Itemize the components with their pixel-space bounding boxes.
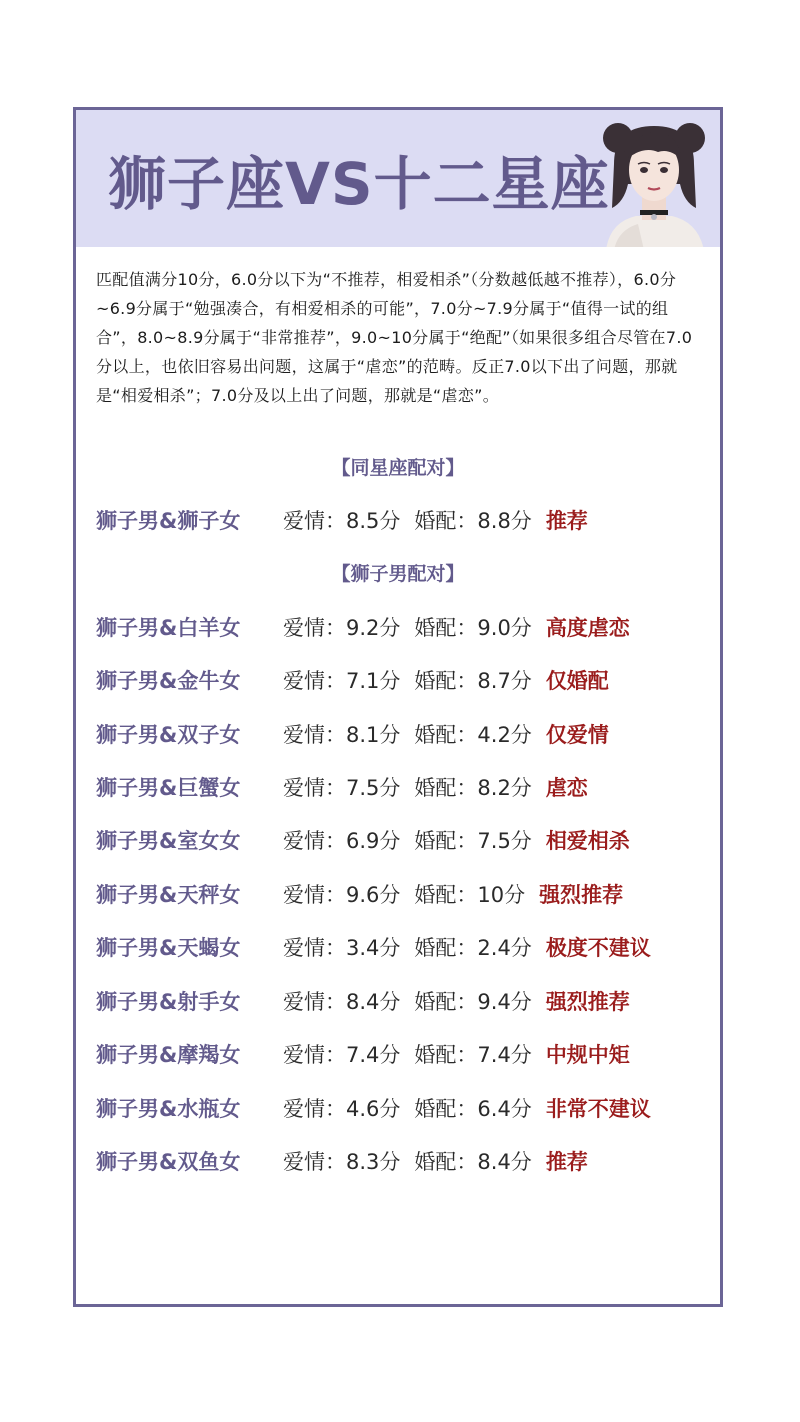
table-row (96, 984, 716, 1018)
cartoon-girl-avatar-icon (584, 118, 720, 247)
verdict-badge: 仅婚配 (545, 669, 609, 693)
header-banner (76, 110, 720, 247)
love-label: 爱情： (283, 616, 346, 640)
verdict-badge: 强烈推荐 (545, 990, 630, 1014)
verdict-badge: 高度虐恋 (545, 616, 630, 640)
love-score: 3.4分 (346, 936, 401, 960)
verdict-badge: 推荐 (545, 1150, 588, 1174)
love-score: 4.6分 (346, 1097, 401, 1121)
love-score: 8.1分 (346, 723, 401, 747)
verdict-badge: 仅爱情 (545, 723, 609, 747)
verdict-badge: 中规中矩 (545, 1043, 630, 1067)
marriage-score: 10分 (477, 883, 526, 907)
marriage-score: 8.7分 (477, 669, 532, 693)
table-row (96, 1037, 716, 1071)
table-row (96, 503, 716, 537)
pair-name: 狮子男&摩羯女 (96, 1043, 241, 1067)
pair-name: 狮子男&巨蟹女 (96, 776, 241, 800)
marriage-label: 婚配： (414, 669, 478, 693)
love-score: 8.3分 (346, 1150, 401, 1174)
love-label: 爱情： (283, 936, 346, 960)
pair-name: 狮子男&射手女 (96, 990, 241, 1014)
match-card (73, 107, 723, 1307)
marriage-score: 7.4分 (477, 1043, 532, 1067)
marriage-label: 婚配： (414, 1150, 478, 1174)
marriage-score: 4.2分 (477, 723, 532, 747)
love-label: 爱情： (283, 829, 346, 853)
table-row (96, 717, 716, 751)
marriage-label: 婚配： (414, 1043, 478, 1067)
pair-name: 狮子男&室女女 (96, 829, 241, 853)
love-label: 爱情： (283, 1150, 346, 1174)
love-label: 爱情： (283, 883, 346, 907)
pair-name: 狮子男&狮子女 (96, 509, 241, 533)
love-score: 7.5分 (346, 776, 401, 800)
verdict-badge: 推荐 (545, 509, 588, 533)
love-label: 爱情： (283, 776, 346, 800)
love-score: 6.9分 (346, 829, 401, 853)
pair-name: 狮子男&天秤女 (96, 883, 241, 907)
marriage-label: 婚配： (414, 829, 478, 853)
marriage-score: 6.4分 (477, 1097, 532, 1121)
marriage-score: 2.4分 (477, 936, 532, 960)
table-row (96, 877, 716, 911)
love-label: 爱情： (283, 1043, 346, 1067)
love-score: 8.5分 (346, 509, 401, 533)
love-score: 9.6分 (346, 883, 401, 907)
marriage-label: 婚配： (414, 1097, 478, 1121)
marriage-score: 8.4分 (477, 1150, 532, 1174)
table-row (96, 770, 716, 804)
love-score: 8.4分 (346, 990, 401, 1014)
verdict-badge: 非常不建议 (545, 1097, 651, 1121)
marriage-label: 婚配： (414, 509, 478, 533)
marriage-score: 8.2分 (477, 776, 532, 800)
love-score: 7.1分 (346, 669, 401, 693)
table-row (96, 663, 716, 697)
marriage-score: 9.0分 (477, 616, 532, 640)
pair-name: 狮子男&天蝎女 (96, 936, 241, 960)
verdict-badge: 相爱相杀 (545, 829, 630, 853)
love-label: 爱情： (283, 723, 346, 747)
marriage-label: 婚配： (414, 776, 478, 800)
marriage-label: 婚配： (414, 990, 478, 1014)
section-title-leo-male: 【狮子男配对】 (331, 563, 465, 585)
pair-name: 狮子男&双子女 (96, 723, 241, 747)
marriage-score: 7.5分 (477, 829, 532, 853)
marriage-score: 9.4分 (477, 990, 532, 1014)
table-row (96, 1091, 716, 1125)
table-row (96, 1144, 716, 1178)
page-title: 狮子座VS十二星座 (108, 150, 610, 218)
section-title-same-sign: 【同星座配对】 (331, 457, 465, 479)
marriage-label: 婚配： (414, 616, 478, 640)
marriage-label: 婚配： (414, 883, 478, 907)
verdict-badge: 极度不建议 (545, 936, 651, 960)
pair-name: 狮子男&金牛女 (96, 669, 241, 693)
pair-name: 狮子男&水瓶女 (96, 1097, 241, 1121)
marriage-label: 婚配： (414, 723, 478, 747)
verdict-badge: 虐恋 (545, 776, 588, 800)
table-row (96, 610, 716, 644)
marriage-label: 婚配： (414, 936, 478, 960)
pair-name: 狮子男&白羊女 (96, 616, 241, 640)
love-label: 爱情： (283, 1097, 346, 1121)
love-label: 爱情： (283, 990, 346, 1014)
pair-name: 狮子男&双鱼女 (96, 1150, 241, 1174)
love-label: 爱情： (283, 509, 346, 533)
marriage-score: 8.8分 (477, 509, 532, 533)
love-label: 爱情： (283, 669, 346, 693)
intro-paragraph: 匹配值满分10分，6.0分以下为“不推荐，相爱相杀”（分数越低越不推荐），6.0分~6.9分属于“勉强凑合，有相爱相杀的可能”，7.0分~7.9分属于“值得一试的组合”，8.0~8.9分属于“非常推荐”，9.0~10分属于“绝配”（如果很多组合尽管在7.0分以上，也依旧容易出问题，这属于“虐恋”的范畴。反正7.0以下出了问题，那就是“相爱相杀”；7.0分及以上出了问题，那就是“虐恋”。 (96, 270, 693, 405)
love-score: 7.4分 (346, 1043, 401, 1067)
table-row (96, 930, 716, 964)
love-score: 9.2分 (346, 616, 401, 640)
table-row (96, 823, 716, 857)
verdict-badge: 强烈推荐 (539, 883, 624, 907)
